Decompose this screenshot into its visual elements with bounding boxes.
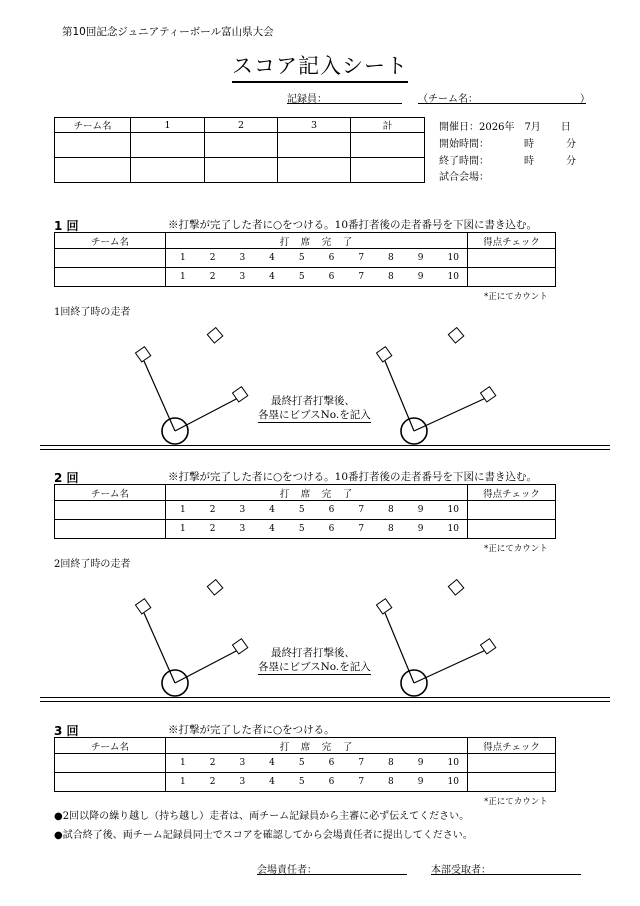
score-check-header: 得点チェック — [468, 233, 556, 249]
summary-cell[interactable] — [55, 133, 131, 158]
summary-cell[interactable] — [351, 158, 425, 183]
batter-number[interactable]: 6 — [328, 272, 335, 282]
batter-number[interactable]: 2 — [209, 758, 216, 768]
batter-number[interactable]: 7 — [358, 505, 365, 515]
summary-header-team: チーム名 — [55, 118, 131, 133]
third-base-line — [144, 361, 175, 431]
score-check-header: 得点チェック — [468, 738, 556, 754]
batter-number[interactable]: 8 — [388, 758, 394, 768]
score-check-cell[interactable] — [468, 268, 556, 287]
batter-number[interactable]: 8 — [388, 253, 394, 263]
note-submit: ●試合終了後、両チーム記録員同士でスコアを確認してから会場責任者に提出してください。 — [54, 830, 473, 841]
batter-number[interactable]: 4 — [269, 505, 275, 515]
inning-instruction: ※打撃が完了した者に○をつける。10番打者後の走者番号を下図に書き込む。 — [168, 471, 538, 483]
batter-number[interactable]: 6 — [328, 758, 335, 768]
runners-label: 2回終了時の走者 — [54, 559, 131, 570]
batter-number[interactable]: 8 — [388, 505, 394, 515]
summary-cell[interactable] — [351, 133, 425, 158]
batter-number[interactable]: 8 — [388, 272, 394, 282]
batter-number[interactable]: 8 — [388, 777, 394, 787]
batter-number[interactable]: 2 — [209, 272, 216, 282]
summary-header-1: 1 — [131, 118, 205, 133]
count-note: *正にてカウント — [484, 292, 548, 302]
start-label: 開始時間： — [439, 139, 489, 150]
recorder-label: 記録員： — [287, 94, 327, 105]
batter-number[interactable]: 2 — [209, 524, 216, 534]
team-name-underline[interactable] — [418, 103, 586, 104]
batter-number[interactable]: 10 — [447, 272, 459, 282]
score-check-cell[interactable] — [468, 249, 556, 268]
team-header: チーム名 — [55, 738, 166, 754]
batter-number[interactable]: 2 — [209, 777, 216, 787]
diagram-note-line2: 各塁にビブスNo.を記入 — [258, 661, 371, 673]
batter-number[interactable]: 3 — [239, 777, 246, 787]
end-minute: 分 — [566, 156, 576, 167]
third-base-line — [144, 613, 175, 683]
summary-header-total: 計 — [351, 118, 425, 133]
batter-number[interactable]: 4 — [269, 758, 275, 768]
section-divider — [40, 697, 610, 702]
end-hour: 時 — [524, 156, 534, 167]
batter-number[interactable]: 7 — [358, 253, 365, 263]
team-name-cell[interactable] — [55, 501, 166, 520]
batter-number[interactable]: 1 — [180, 253, 186, 263]
summary-cell[interactable] — [131, 158, 205, 183]
batter-number[interactable]: 9 — [417, 505, 424, 515]
start-minute: 分 — [566, 139, 576, 150]
inning-title: 3 回 — [54, 724, 79, 738]
venue-manager-label: 会場責任者： — [257, 865, 317, 876]
count-note: *正にてカウント — [484, 544, 548, 554]
start-hour: 時 — [524, 139, 534, 150]
inning-table — [54, 737, 556, 792]
score-check-cell[interactable] — [468, 754, 556, 773]
batter-number[interactable]: 1 — [180, 758, 186, 768]
inning-title: 2 回 — [54, 471, 79, 485]
hq-receiver-line[interactable] — [431, 874, 581, 875]
batter-number[interactable]: 5 — [298, 777, 305, 787]
batter-cells — [166, 268, 468, 287]
batter-number[interactable]: 7 — [358, 272, 365, 282]
runner-diagrams — [0, 557, 640, 707]
summary-header-2: 2 — [205, 118, 278, 133]
batter-cells — [166, 773, 468, 792]
batter-number[interactable]: 1 — [180, 777, 186, 787]
second-base-box[interactable] — [207, 580, 222, 595]
batter-cells — [166, 754, 468, 773]
batter-number[interactable]: 8 — [388, 524, 394, 534]
batter-number[interactable]: 5 — [298, 505, 305, 515]
batter-number[interactable]: 3 — [239, 524, 246, 534]
runner-diagrams — [0, 305, 640, 455]
sheet-title: スコア記入シート — [232, 50, 408, 83]
team-name-cell[interactable] — [55, 520, 166, 539]
summary-cell[interactable] — [205, 133, 278, 158]
batter-number[interactable]: 7 — [358, 758, 365, 768]
first-base-line — [175, 649, 240, 683]
section-divider — [40, 445, 610, 450]
batter-number[interactable]: 10 — [447, 524, 459, 534]
batter-number[interactable]: 6 — [328, 777, 335, 787]
third-base-line — [385, 361, 414, 431]
score-check-cell[interactable] — [468, 520, 556, 539]
batter-cells — [166, 501, 468, 520]
batter-number[interactable]: 10 — [447, 253, 459, 263]
team-header: チーム名 — [55, 485, 166, 501]
batter-number[interactable]: 4 — [269, 777, 275, 787]
field-diagram — [135, 580, 247, 696]
end-label: 終了時間： — [439, 156, 489, 167]
field-diagram — [376, 580, 495, 696]
batter-number[interactable]: 9 — [417, 253, 424, 263]
team-name-cell[interactable] — [55, 773, 166, 792]
inning-instruction: ※打撃が完了した者に○をつける。 — [168, 724, 335, 736]
inning-title: 1 回 — [54, 219, 79, 233]
batter-number[interactable]: 3 — [239, 505, 246, 515]
diagram-note-line2: 各塁にビブスNo.を記入 — [258, 409, 371, 421]
third-base-box[interactable] — [376, 599, 391, 614]
complete-header: 打 席 完 了 — [166, 233, 468, 249]
event-title: 第10回記念ジュニアティーボール富山県大会 — [62, 26, 274, 38]
first-base-line — [175, 397, 240, 431]
batter-number[interactable]: 9 — [417, 758, 424, 768]
inning-table — [54, 484, 556, 539]
runners-label: 1回終了時の走者 — [54, 307, 131, 318]
inning-table — [54, 232, 556, 287]
team-name-cell[interactable] — [55, 754, 166, 773]
third-base-box[interactable] — [135, 599, 150, 614]
batter-cells — [166, 249, 468, 268]
summary-header-3: 3 — [278, 118, 351, 133]
first-base-line — [414, 397, 488, 431]
batter-number[interactable]: 5 — [298, 253, 305, 263]
batter-number[interactable]: 1 — [180, 272, 186, 282]
field-diagram — [376, 328, 495, 444]
batter-number[interactable]: 4 — [269, 272, 275, 282]
batter-number[interactable]: 2 — [209, 505, 216, 515]
second-base-box[interactable] — [448, 580, 463, 595]
batter-number[interactable]: 4 — [269, 524, 275, 534]
batter-number[interactable]: 10 — [447, 505, 459, 515]
summary-table — [54, 117, 425, 183]
team-name-cell[interactable] — [55, 249, 166, 268]
complete-header: 打 席 完 了 — [166, 485, 468, 501]
hq-receiver-label: 本部受取者： — [431, 865, 491, 876]
batter-number[interactable]: 1 — [180, 524, 186, 534]
batter-number[interactable]: 4 — [269, 253, 275, 263]
venue-label: 試合会場： — [439, 172, 489, 183]
field-diagram — [135, 328, 247, 444]
second-base-box[interactable] — [448, 328, 463, 343]
batter-number[interactable]: 10 — [447, 758, 459, 768]
note-carryover: ●2回以降の繰り越し（持ち越し）走者は、両チーム記録員から主審に必ず伝えてください。 — [54, 811, 470, 822]
team-name-label: （チーム名： — [418, 94, 478, 105]
batter-number[interactable]: 6 — [328, 505, 335, 515]
second-base-box[interactable] — [207, 328, 222, 343]
batter-number[interactable]: 3 — [239, 253, 246, 263]
batter-number[interactable]: 5 — [298, 272, 305, 282]
date-line: 開催日：2026年 7月 日 — [439, 122, 571, 133]
summary-cell[interactable] — [55, 158, 131, 183]
summary-cell[interactable] — [278, 133, 351, 158]
batter-number[interactable]: 9 — [417, 272, 424, 282]
batter-number[interactable]: 6 — [328, 524, 335, 534]
summary-cell[interactable] — [131, 133, 205, 158]
third-base-box[interactable] — [135, 347, 150, 362]
venue-manager-line[interactable] — [257, 874, 407, 875]
diagram-note-line1: 最終打者打撃後、 — [271, 395, 355, 407]
batter-number[interactable]: 9 — [417, 524, 424, 534]
recorder-underline — [287, 103, 402, 104]
count-note: *正にてカウント — [484, 797, 548, 807]
batter-number[interactable]: 3 — [239, 272, 246, 282]
score-check-cell[interactable] — [468, 773, 556, 792]
inning-instruction: ※打撃が完了した者に○をつける。10番打者後の走者番号を下図に書き込む。 — [168, 219, 538, 231]
batter-number[interactable]: 6 — [328, 253, 335, 263]
team-header: チーム名 — [55, 233, 166, 249]
third-base-line — [385, 613, 414, 683]
score-check-cell[interactable] — [468, 501, 556, 520]
batter-number[interactable]: 7 — [358, 777, 365, 787]
batter-number[interactable]: 10 — [447, 777, 459, 787]
summary-cell[interactable] — [278, 158, 351, 183]
first-base-line — [414, 649, 488, 683]
batter-number[interactable]: 7 — [358, 524, 365, 534]
complete-header: 打 席 完 了 — [166, 738, 468, 754]
batter-number[interactable]: 1 — [180, 505, 186, 515]
batter-number[interactable]: 5 — [298, 524, 305, 534]
summary-cell[interactable] — [205, 158, 278, 183]
score-check-header: 得点チェック — [468, 485, 556, 501]
batter-number[interactable]: 2 — [209, 253, 216, 263]
batter-number[interactable]: 9 — [417, 777, 424, 787]
batter-number[interactable]: 5 — [298, 758, 305, 768]
batter-cells — [166, 520, 468, 539]
diagram-note-line1: 最終打者打撃後、 — [271, 647, 355, 659]
third-base-box[interactable] — [376, 347, 391, 362]
batter-number[interactable]: 3 — [239, 758, 246, 768]
team-name-cell[interactable] — [55, 268, 166, 287]
team-name-close: ） — [580, 94, 590, 105]
